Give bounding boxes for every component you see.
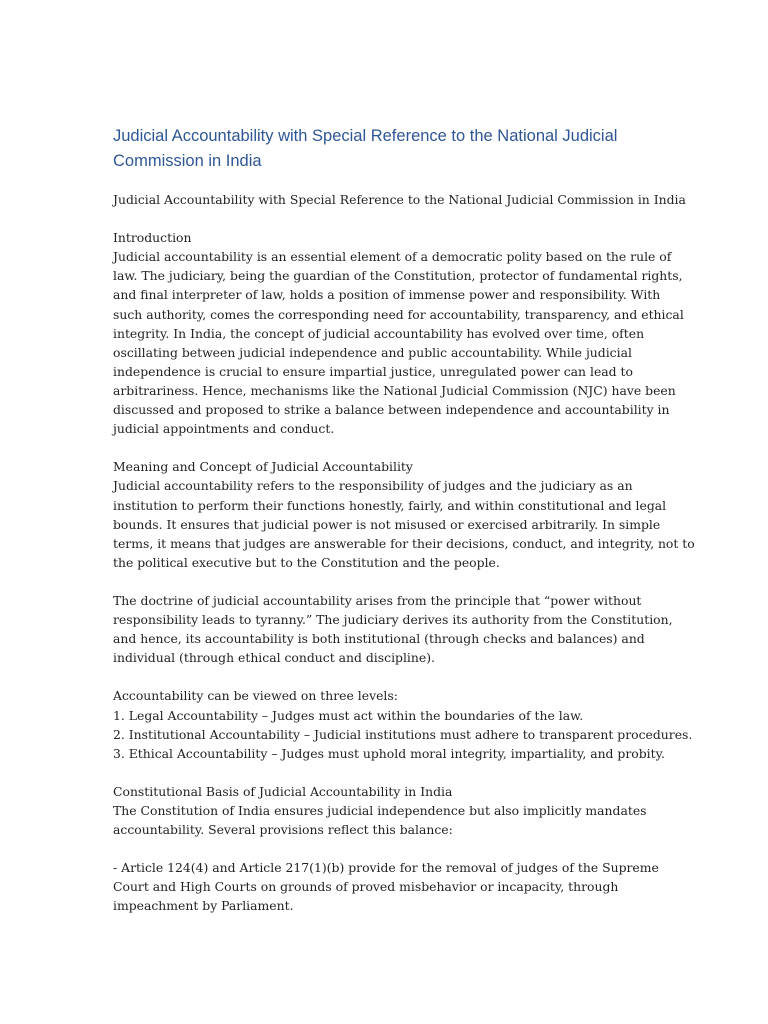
paragraph-line: individual (through ethical conduct and discipline).	[113, 650, 435, 666]
list-item: Court and High Courts on grounds of proved misbehavior or incapacity, through	[113, 879, 619, 895]
paragraph-line: arbitrariness. Hence, mechanisms like the National Judicial Commission (NJC) have been	[113, 382, 676, 398]
paragraph-line: discussed and proposed to strike a balance between independence and accountability in	[113, 402, 670, 418]
section-levels	[113, 686, 693, 762]
paragraph-line: judicial appointments and conduct.	[113, 421, 335, 437]
paragraph-line: bounds. It ensures that judicial power is not misused or exercised arbitrarily. In simple	[113, 516, 661, 532]
paragraph-line: Accountability can be viewed on three levels:	[113, 688, 398, 704]
paragraph-line: integrity. In India, the concept of judicial accountability has evolved over time, often	[113, 325, 645, 341]
document-body	[113, 124, 695, 935]
section-heading: Constitutional Basis of Judicial Accountability in India	[113, 783, 453, 799]
paragraph-line: the political executive but to the Constitution and the people.	[113, 554, 500, 570]
paragraph-line: and final interpreter of law, holds a position of immense power and responsibility. With	[113, 287, 661, 303]
list-item: 2. Institutional Accountability – Judicial institutions must adhere to transparent procedures.	[113, 726, 693, 742]
paragraph-line: Judicial accountability refers to the responsibility of judges and the judiciary as an	[113, 478, 633, 494]
paragraph-line: accountability. Several provisions reflect this balance:	[113, 822, 453, 838]
paragraph-line: The doctrine of judicial accountability arises from the principle that “power without	[113, 592, 642, 608]
document-title	[113, 124, 673, 174]
paragraph-line: such authority, comes the corresponding need for accountability, transparency, and ethical	[113, 306, 684, 322]
section-heading: Introduction	[113, 230, 192, 246]
paragraph-line: independence is crucial to ensure impartial justice, unregulated power can lead to	[113, 363, 633, 379]
list-item: 1. Legal Accountability – Judges must act within the boundaries of the law.	[113, 707, 584, 723]
title-line: Judicial Accountability with Special Reference to the National Judicial	[113, 127, 618, 145]
document-subtitle: Judicial Accountability with Special Reference to the National Judicial Commission in India	[113, 192, 686, 207]
paragraph-line: Judicial accountability is an essential element of a democratic polity based on the rule of	[113, 249, 672, 265]
paragraph-line: terms, it means that judges are answerable for their decisions, conduct, and integrity, not to	[113, 535, 695, 551]
list-item: impeachment by Parliament.	[113, 898, 294, 914]
paragraph-line: The Constitution of India ensures judicial independence but also implicitly mandates	[113, 803, 647, 818]
list-item: - Article 124(4) and Article 217(1)(b) provide for the removal of judges of the Supreme	[113, 860, 659, 876]
paragraph-line: and hence, its accountability is both institutional (through checks and balances) and	[113, 631, 645, 647]
title-line: Commission in India	[113, 152, 262, 170]
section-doctrine	[113, 591, 673, 667]
section-meaning	[113, 457, 695, 572]
section-article	[113, 858, 673, 915]
paragraph-line: law. The judiciary, being the guardian of the Constitution, protector of fundamental rights,	[113, 268, 683, 284]
paragraph-line: responsibility leads to tyranny.” The judiciary derives its authority from the Constitution,	[113, 612, 673, 628]
paragraph-line: oscillating between judicial independence and public accountability. While judicial	[113, 344, 632, 360]
list-item: 3. Ethical Accountability – Judges must uphold moral integrity, impartiality, and probity.	[113, 745, 665, 761]
section-heading: Meaning and Concept of Judicial Accountability	[113, 459, 413, 475]
section-introduction	[113, 228, 684, 438]
paragraph-line: institution to perform their functions honestly, fairly, and within constitutional and legal	[113, 497, 667, 513]
section-constitutional	[113, 782, 673, 839]
